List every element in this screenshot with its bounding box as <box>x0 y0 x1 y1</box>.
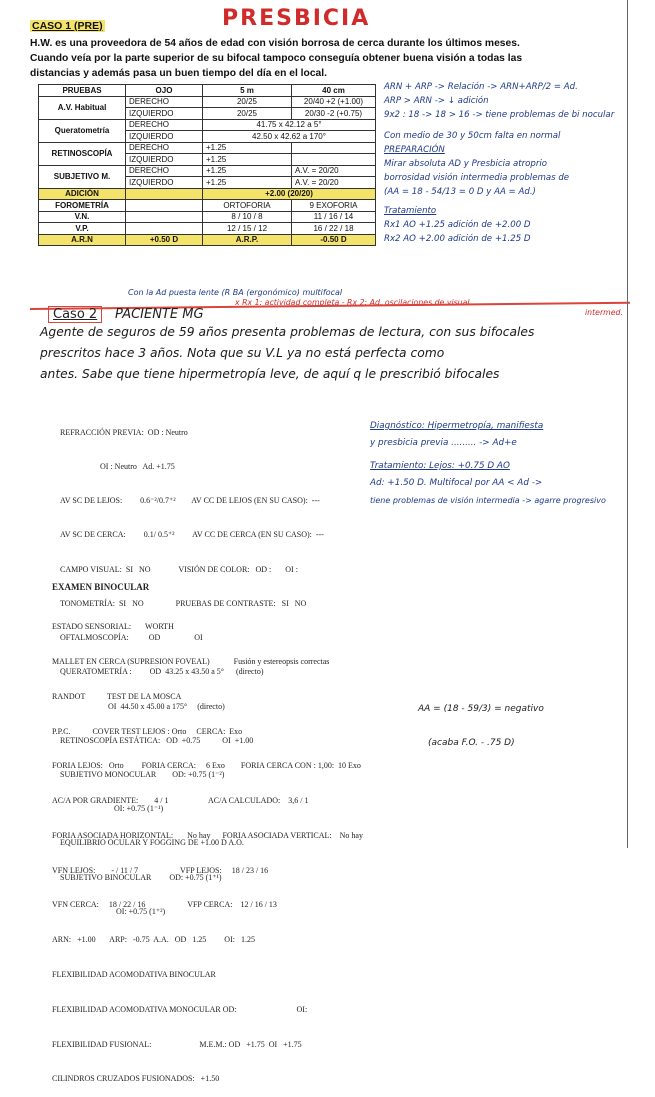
table-row <box>39 165 376 177</box>
table-cell <box>292 154 376 166</box>
table-cell: DERECHO <box>126 96 203 108</box>
table-header-row <box>39 85 376 97</box>
note-line: Diagnóstico: Hipermetropía, manifiesta <box>370 421 544 431</box>
exam-line: OFTALMOSCOPÍA: OD OI <box>60 633 203 643</box>
table-cell <box>292 142 376 154</box>
table-cell: IZQUIERDO <box>126 131 203 143</box>
table-header: OJO <box>126 85 203 97</box>
table-cell: A.V. = 20/20 <box>292 177 376 189</box>
table-cell: +1.25 <box>203 142 292 154</box>
table-cell: IZQUIERDO <box>126 108 203 120</box>
note-line: Tratamiento <box>384 205 437 216</box>
mem-note: (acaba F.O. - .75 D) <box>428 738 515 748</box>
table-row <box>39 200 376 212</box>
exam-line: ESTADO SENSORIAL: WORTH <box>52 622 174 632</box>
note-line: 9x2 : 18 -> 18 > 16 -> tiene problemas de bi nocular <box>384 110 615 121</box>
table-cell <box>126 211 203 223</box>
exam-line: AC/A POR GRADIENTE: 4 / 1 AC/A CALCULADO: 3,6 / 1 <box>52 796 309 806</box>
exam-line: VFN CERCA: 18 / 22 / 16 VFP CERCA: 12 / 16 / 13 <box>52 900 277 910</box>
note-line: Tratamiento: Lejos: +0.75 D AO <box>370 461 510 471</box>
exam-line: OI : Neutro Ad. +1.75 <box>60 462 175 472</box>
exam-line: OI: +0.75 (1⁻¹) <box>60 804 164 814</box>
table-cell <box>126 200 203 212</box>
exam-line: AV SC DE LEJOS: 0.6⁻²/0.7⁺² AV CC DE LEJOS (EN SU CASO): --- <box>60 496 320 506</box>
table-cell: A.V. = 20/20 <box>292 165 376 177</box>
exam-line: CILINDROS CRUZADOS FUSIONADOS: +1.50 <box>52 1074 220 1084</box>
table-cell: SUBJETIVO M. <box>39 165 126 188</box>
table-cell <box>126 223 203 235</box>
case1-notes <box>384 80 614 246</box>
case2-notes <box>370 418 606 509</box>
intro-line: Agente de seguros de 59 años presenta problemas de lectura, con sus bifocales <box>40 325 535 339</box>
table-header: 40 cm <box>292 85 376 97</box>
table-row <box>39 119 376 131</box>
exam-line: SUBJETIVO MONOCULAR OD: +0.75 (1⁻²) <box>60 770 225 779</box>
exam-line: AV SC DE CERCA: 0.1/ 0.5⁺² AV CC DE CERCA (EN SU CASO): --- <box>60 530 324 540</box>
exam-line: FLEXIBILIDAD FUSIONAL: M.E.M.: OD +1.75 OI +1.75 <box>52 1039 302 1049</box>
case1-title-handwritten: PRESBICIA <box>222 6 371 31</box>
exam-line: REFRACCIÓN PREVIA: OD : Neutro <box>60 427 188 437</box>
table-cell: 11 / 16 / 14 <box>292 211 376 223</box>
intro-line: antes. Sabe que tiene hipermetropía leve, de aquí q le prescribió bifocales <box>40 367 500 381</box>
note-line: Mirar absoluta AD y Presbicia atroprio <box>384 159 548 170</box>
exam-line: EQUILIBRIO OCULAR Y FOGGING DE +1.00 D A.O. <box>60 838 244 848</box>
table-row <box>39 188 376 200</box>
table-cell: +1.25 <box>203 177 292 189</box>
note-line: Rx2 AO +2.00 adición de +1.25 D <box>384 234 531 245</box>
exam-line: FLEXIBILIDAD ACOMODATIVA MONOCULAR OD: OI: <box>52 1004 308 1014</box>
case1-note-bottom2: x Rx 1: actividad completa - Rx 2: Ad. oscilaciones de visual <box>235 298 470 307</box>
intro-line: prescritos hace 3 años. Nota que su V.L ya no está perfecta como <box>40 346 445 360</box>
exam-line: FORIA LEJOS: Orto FORIA CERCA: 6 Exo FORIA CERCA CON : 1,00: 10 Exo <box>52 761 361 771</box>
table-row <box>39 142 376 154</box>
note-line: ARN + ARP -> Relación -> ARN+ARP/2 = Ad. <box>384 82 578 92</box>
table-row <box>39 211 376 223</box>
table-cell: 9 EXOFORIA <box>292 200 376 212</box>
table-row <box>39 234 376 246</box>
exam-line: MALLET EN CERCA (SUPRESION FOVEAL) Fusión y estereopsis correctas <box>52 656 330 666</box>
case1-note-bottom: Con la Ad puesta lente (R BA (ergonómico) multifocal <box>128 288 343 297</box>
table-cell: 8 / 10 / 8 <box>203 211 292 223</box>
note-line: Ad: +1.50 D. Multifocal por AA < Ad -> <box>370 478 543 488</box>
table-cell: V.N. <box>39 211 126 223</box>
table-cell: FOROMETRÍA <box>39 200 126 212</box>
table-cell: 20/25 <box>203 96 292 108</box>
table-cell: A.R.P. <box>203 234 292 246</box>
table-cell: DERECHO <box>126 142 203 154</box>
exam-line: TONOMETRÍA: SI NO PRUEBAS DE CONTRASTE: SI NO <box>60 598 307 608</box>
exam-line: QUERATOMETRÍA : OD 43.25 x 43.50 a 5° (directo) <box>60 667 264 677</box>
exam-line: SUBJETIVO BINOCULAR OD: +0.75 (1⁺¹) <box>60 872 222 882</box>
table-row <box>39 96 376 108</box>
exam-line: OI: +0.75 (1⁺²) <box>60 906 166 916</box>
table-cell: DERECHO <box>126 119 203 131</box>
exam-line: FLEXIBILIDAD ACOMODATIVA BINOCULAR <box>52 970 216 979</box>
note-line: tiene problemas de visión intermedia -> agarre progresivo <box>370 496 606 505</box>
intro-line: H.W. es una proveedora de 54 años de edad con visión borrosa de cerca durante los últimos meses. <box>30 38 520 49</box>
exam-line: ARN: +1.00 ARP: -0.75 A.A. OD 1.25 OI: 1.25 <box>52 935 255 945</box>
exam-line: VFN LEJOS: - / 11 / 7 VFP LEJOS: 18 / 23 / 16 <box>52 865 269 875</box>
table-cell: Queratometría <box>39 119 126 142</box>
table-cell: +0.50 D <box>126 234 203 246</box>
case1-heading: CASO 1 (PRE) <box>32 20 103 32</box>
binocular-exam <box>52 598 363 1097</box>
exam-line: RETINOSCOPÍA ESTÁTICA: OD +0.75 OI +1.00 <box>60 735 254 745</box>
table-cell: -0.50 D <box>292 234 376 246</box>
table-cell: DERECHO <box>126 165 203 177</box>
table-cell: 20/30 -2 (+0.75) <box>292 108 376 120</box>
table-cell: RETINOSCOPÍA <box>39 142 126 165</box>
note-line: Con medio de 30 y 50cm falta en normal <box>384 130 561 141</box>
intro-line: Cuando veía por la parte superior de su bifocal tampoco conseguía obtener buena visión a todas las <box>30 53 523 64</box>
table-cell: 41.75 x 42.12 a 5° <box>203 119 376 131</box>
table-cell <box>126 188 203 200</box>
exam-line: FORIA ASOCIADA HORIZONTAL: No hay FORIA ASOCIADA VERTICAL: No hay <box>52 830 363 840</box>
case2-intro <box>40 322 534 385</box>
exam-line: CAMPO VISUAL: SI NO VISIÓN DE COLOR: OD : OI : <box>60 564 298 574</box>
table-cell: 20/25 <box>203 108 292 120</box>
table-cell: 20/40 +2 (+1.00) <box>292 96 376 108</box>
intro-line: distancias y además pasa un buen tiempo del día en el local. <box>30 68 327 79</box>
note-line: ARP > ARN -> ↓ adición <box>384 96 489 107</box>
table-cell: A.R.N <box>39 234 126 246</box>
table-header: PRUEBAS <box>39 85 126 97</box>
case2-patient: PACIENTE MG <box>115 307 204 322</box>
table-cell: V.P. <box>39 223 126 235</box>
exam-line: P.P.C. COVER TEST LEJOS : Orto CERCA: Exo <box>52 726 243 736</box>
scan-edge <box>627 0 628 848</box>
table-row <box>39 223 376 235</box>
note-line: y presbicia previa ......... -> Ad+e <box>370 438 517 448</box>
case1-note-bottom3: intermed. <box>585 308 623 317</box>
table-cell: ORTOFORIA <box>203 200 292 212</box>
table-cell: 16 / 22 / 18 <box>292 223 376 235</box>
case1-intro <box>30 36 522 81</box>
table-cell: 42.50 x 42.62 a 170° <box>203 131 376 143</box>
table-cell: +2.00 (20/20) <box>203 188 376 200</box>
note-line: Rx1 AO +1.25 adición de +2.00 D <box>384 219 531 230</box>
table-cell: 12 / 15 / 12 <box>203 223 292 235</box>
table-cell: IZQUIERDO <box>126 154 203 166</box>
table-cell: +1.25 <box>203 165 292 177</box>
exam-line: RANDOT TEST DE LA MOSCA <box>52 691 182 701</box>
clinical-table <box>38 84 376 246</box>
note-line: PREPARACIÓN <box>384 144 445 155</box>
table-cell: ADICIÓN <box>39 188 126 200</box>
aa-note: AA = (18 - 59/3) = negativo <box>418 704 544 714</box>
binocular-heading: EXAMEN BINOCULAR <box>52 582 150 592</box>
note-line: (AA = 18 - 54/13 = 0 D y AA = Ad.) <box>384 187 536 198</box>
table-cell: +1.25 <box>203 154 292 166</box>
exam-line: OI 44.50 x 45.00 a 175° (directo) <box>60 701 225 711</box>
note-line: borrosidad visión intermedia problemas de <box>384 173 570 184</box>
case2-heading: Caso 2 <box>48 306 102 323</box>
table-cell: A.V. Habitual <box>39 96 126 119</box>
table-header: 5 m <box>203 85 292 97</box>
table-cell: IZQUIERDO <box>126 177 203 189</box>
